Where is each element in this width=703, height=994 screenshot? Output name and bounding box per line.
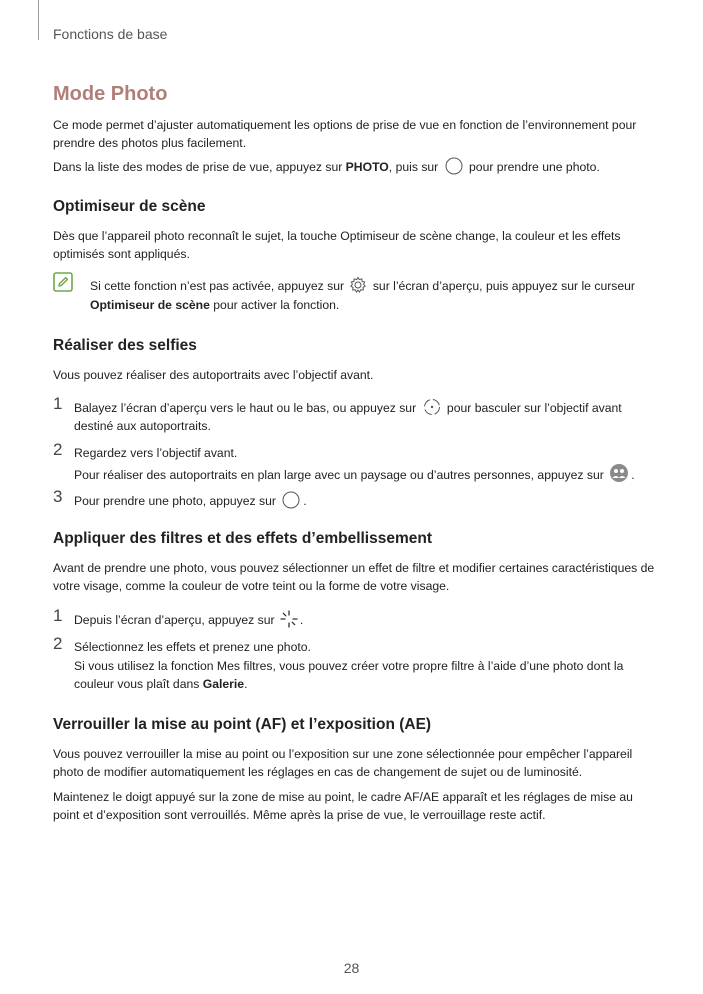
filters-paragraph: Avant de prendre une photo, vous pouvez sélectionner un effet de filtre et modifier certaines caractéristiques de votre visage, comme la couleur de votre teint ou la forme de votre visage. bbox=[53, 561, 655, 593]
gallery-label: Galerie bbox=[202, 677, 245, 691]
selfie-step-number: 1 bbox=[53, 394, 63, 413]
shutter-icon bbox=[444, 157, 464, 175]
selfie-step-number: 3 bbox=[53, 487, 63, 506]
selfie-step-2-line: Regardez vers l’objectif avant. bbox=[74, 446, 238, 460]
filter-step-number: 1 bbox=[53, 606, 63, 625]
selfie-step-3: Pour prendre une photo, appuyez sur . bbox=[74, 491, 664, 510]
selfies-paragraph: Vous pouvez réaliser des autoportraits avec l’objectif avant. bbox=[53, 368, 374, 382]
filter-step-number: 2 bbox=[53, 634, 63, 653]
filter-step-2-detail: Si vous utilisez la fonction Mes filtres, vous pouvez créer votre propre filtre à l’aide d’une photo dont la couleur vous plaît dans Galerie. bbox=[74, 659, 624, 691]
scene-note: Si cette fonction n’est pas activée, appuyez sur sur l’écran d’aperçu, puis appuyez sur le curseur Optimiseur de scène pour activer la fonction. bbox=[90, 276, 650, 315]
note-pencil-icon bbox=[53, 272, 73, 292]
scene-paragraph: Dès que l’appareil photo reconnaît le sujet, la touche Optimiseur de scène change, la couleur et les effets optimisés sont appliqués. bbox=[53, 229, 621, 261]
wide-selfie-icon bbox=[609, 463, 629, 483]
settings-gear-icon bbox=[349, 276, 367, 294]
filter-step-2-line: Sélectionnez les effets et prenez une photo. bbox=[74, 640, 311, 654]
selfie-step-1: Balayez l’écran d’aperçu vers le haut ou le bas, ou appuyez sur pour basculer sur l’objectif avant destiné aux autoportraits. bbox=[74, 398, 664, 435]
section-header: Fonctions de base bbox=[53, 26, 168, 42]
filter-step-1: Depuis l’écran d’aperçu, appuyez sur . bbox=[74, 610, 664, 629]
focus-paragraph-1: Vous pouvez verrouiller la mise au point ou l’exposition sur une zone sélectionnée pour empêcher l’appareil photo de modifier automatiquement les réglages en cas de changement de sujet ou de luminosité. bbox=[53, 747, 633, 779]
intro-paragraph-1: Ce mode permet d’ajuster automatiquement les options de prise de vue en fonction de l’environnement pour prendre des photos plus facilement. bbox=[53, 118, 637, 150]
intro-paragraph-2: Dans la liste des modes de prise de vue, appuyez sur PHOTO, puis sur pour prendre une photo. bbox=[53, 157, 653, 176]
photo-mode-label: PHOTO bbox=[345, 160, 389, 174]
switch-camera-icon bbox=[422, 398, 442, 416]
shutter-icon bbox=[281, 491, 301, 509]
page-number: 28 bbox=[343, 960, 360, 976]
page-title: Mode Photo bbox=[53, 83, 168, 105]
heading-selfies: Réaliser des selfies bbox=[53, 337, 197, 354]
heading-focus-exposure: Verrouiller la mise au point (AF) et l’exposition (AE) bbox=[53, 716, 432, 733]
heading-filters: Appliquer des filtres et des effets d’embellissement bbox=[53, 530, 433, 547]
focus-paragraph-2: Maintenez le doigt appuyé sur la zone de mise au point, le cadre AF/AE apparaît et les réglages de mise au point et d’exposition sont verrouillés. Même après la prise de vue, le verrouillage reste actif. bbox=[53, 790, 633, 822]
selfie-step-number: 2 bbox=[53, 440, 63, 459]
heading-scene-optimizer: Optimiseur de scène bbox=[53, 198, 206, 215]
header-rule bbox=[38, 0, 39, 40]
filter-sparkle-icon bbox=[280, 610, 298, 628]
selfie-step-2-detail: Pour réaliser des autoportraits en plan large avec un paysage ou d’autres personnes, appuyez sur . bbox=[74, 463, 674, 484]
